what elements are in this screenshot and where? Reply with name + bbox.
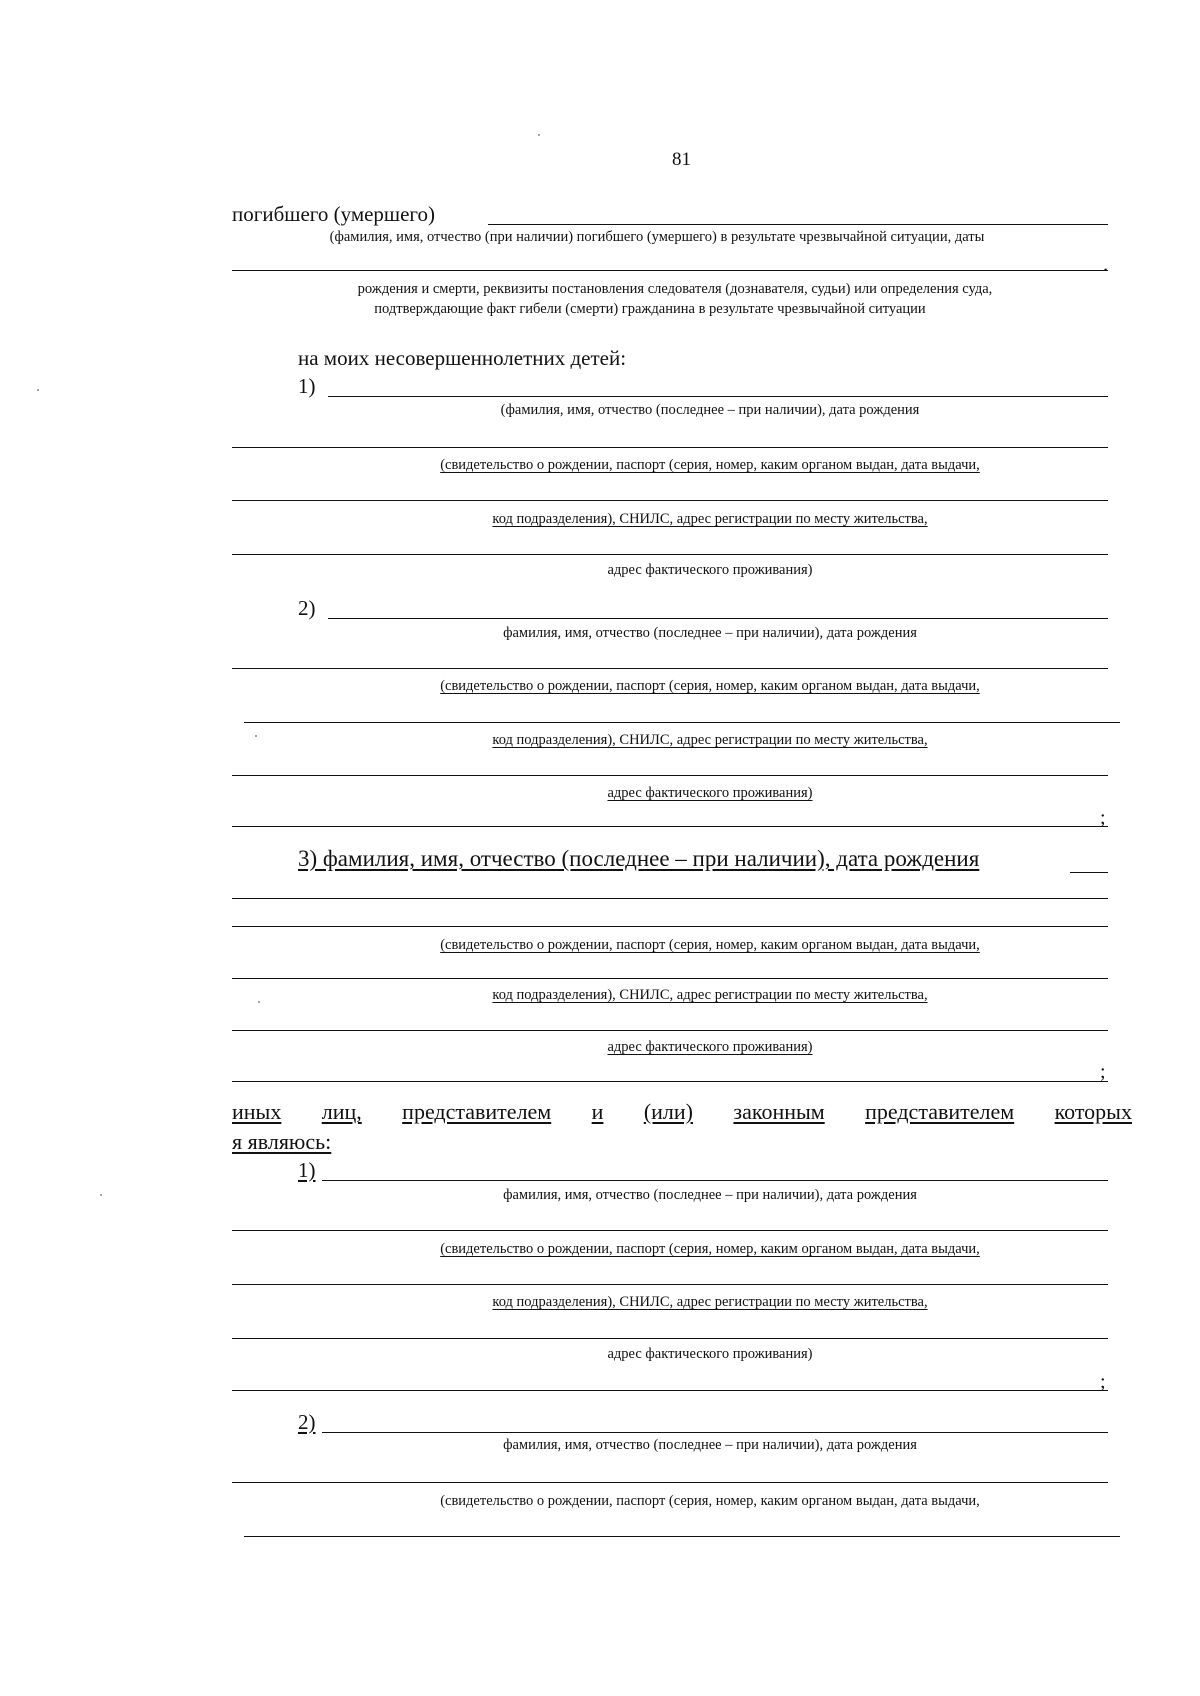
other-1-caption-address: адрес фактического проживания) [607, 1346, 813, 1362]
child-3-address-field[interactable] [232, 1030, 1108, 1031]
other-1-caption-name: фамилия, имя, отчество (последнее – при наличии), дата рождения [503, 1187, 917, 1203]
deceased-caption-3: подтверждающие факт гибели (смерти) гражданина в результате чрезвычайной ситуации [374, 301, 926, 317]
child-2-extra-field[interactable] [232, 826, 1108, 827]
child-2-caption-name: фамилия, имя, отчество (последнее – при наличии), дата рождения [503, 625, 917, 641]
child-1-caption-name: (фамилия, имя, отчество (последнее – при наличии), дата рождения [500, 402, 920, 418]
others-heading-line-2: я являюсь: [232, 1129, 332, 1154]
scan-speck [255, 735, 257, 737]
other-2-caption-docs: (свидетельство о рождении, паспорт (серия, номер, каким органом выдан, дата выдачи, [440, 1493, 980, 1509]
other-1-end-mark: ; [1100, 1371, 1106, 1393]
deceased-line-end-mark: . [1103, 252, 1109, 276]
others-heading-word: которых [1054, 1099, 1132, 1124]
child-3-end-mark: ; [1100, 1061, 1106, 1083]
other-1-code-field[interactable] [232, 1284, 1108, 1285]
child-1-caption-docs: (свидетельство о рождении, паспорт (серия, номер, каким органом выдан, дата выдачи, [440, 457, 980, 473]
others-heading-word: законным [733, 1099, 825, 1124]
child-2-docs-field[interactable] [232, 668, 1108, 669]
other-2-caption-name: фамилия, имя, отчество (последнее – при наличии), дата рождения [503, 1437, 917, 1453]
child-3-heading: 3) фамилия, имя, отчество (последнее – при наличии), дата рождения [298, 846, 980, 871]
child-2-number: 2) [298, 596, 316, 620]
other-1-address-field[interactable] [232, 1338, 1108, 1339]
page-number: 81 [672, 149, 691, 170]
child-1-number: 1) [298, 374, 316, 398]
others-heading-word: представителем [865, 1099, 1015, 1124]
other-2-name-field[interactable] [322, 1432, 1108, 1433]
others-heading-word: и [591, 1099, 604, 1124]
deceased-name-field[interactable] [488, 224, 1108, 225]
other-1-extra-field[interactable] [232, 1390, 1108, 1391]
child-2-caption-code: код подразделения), СНИЛС, адрес регистрации по месту жительства, [492, 732, 928, 748]
child-2-name-field[interactable] [328, 618, 1108, 619]
child-2-caption-address: адрес фактического проживания) [607, 785, 813, 801]
other-1-name-field[interactable] [322, 1180, 1108, 1181]
child-3-caption-docs: (свидетельство о рождении, паспорт (серия, номер, каким органом выдан, дата выдачи, [440, 937, 980, 953]
other-1-caption-docs: (свидетельство о рождении, паспорт (серия, номер, каким органом выдан, дата выдачи, [440, 1241, 980, 1257]
scan-speck [37, 389, 39, 391]
child-2-code-field[interactable] [244, 722, 1120, 723]
child-2-end-mark: ; [1100, 807, 1106, 829]
child-2-caption-docs: (свидетельство о рождении, паспорт (серия, номер, каким органом выдан, дата выдачи, [440, 678, 980, 694]
others-heading-word: представителем [402, 1099, 552, 1124]
child-3-name-field[interactable] [232, 898, 1108, 899]
other-2-code-field[interactable] [244, 1536, 1120, 1537]
deceased-details-field[interactable] [232, 270, 1108, 271]
others-heading-word: (или) [643, 1099, 694, 1124]
child-3-caption-code: код подразделения), СНИЛС, адрес регистрации по месту жительства, [492, 987, 928, 1003]
deceased-label: погибшего (умершего) [232, 202, 436, 226]
scan-speck [538, 134, 540, 136]
other-1-caption-code: код подразделения), СНИЛС, адрес регистрации по месту жительства, [492, 1294, 928, 1310]
children-heading: на моих несовершеннолетних детей: [298, 346, 627, 370]
child-1-code-field[interactable] [232, 500, 1108, 501]
child-3-code-field[interactable] [232, 978, 1108, 979]
child-3-caption-address: адрес фактического проживания) [607, 1039, 813, 1055]
other-1-docs-field[interactable] [232, 1230, 1108, 1231]
scan-speck [258, 1001, 260, 1003]
other-2-docs-field[interactable] [232, 1482, 1108, 1483]
child-1-caption-code: код подразделения), СНИЛС, адрес регистрации по месту жительства, [492, 511, 928, 527]
other-1-number: 1) [298, 1158, 316, 1182]
other-2-number: 2) [298, 1410, 316, 1434]
child-3-heading-tail-line [1070, 872, 1108, 873]
child-1-name-field[interactable] [328, 396, 1108, 397]
deceased-caption-1: (фамилия, имя, отчество (при наличии) погибшего (умершего) в результате чрезвычайной ситуации, даты [329, 229, 985, 245]
deceased-caption-2: рождения и смерти, реквизиты постановления следователя (дознавателя, судьи) или определения суда, [357, 281, 993, 297]
child-3-docs-field[interactable] [232, 926, 1108, 927]
child-3-extra-field[interactable] [232, 1081, 1108, 1082]
child-1-address-field[interactable] [232, 554, 1108, 555]
others-heading-word: иных [232, 1099, 282, 1124]
child-1-docs-field[interactable] [232, 447, 1108, 448]
others-heading-line-1 [232, 1100, 1132, 1124]
child-2-address-field[interactable] [232, 775, 1108, 776]
child-1-caption-address: адрес фактического проживания) [607, 562, 813, 578]
scan-speck [100, 1194, 102, 1196]
others-heading-word: лиц, [321, 1099, 362, 1124]
